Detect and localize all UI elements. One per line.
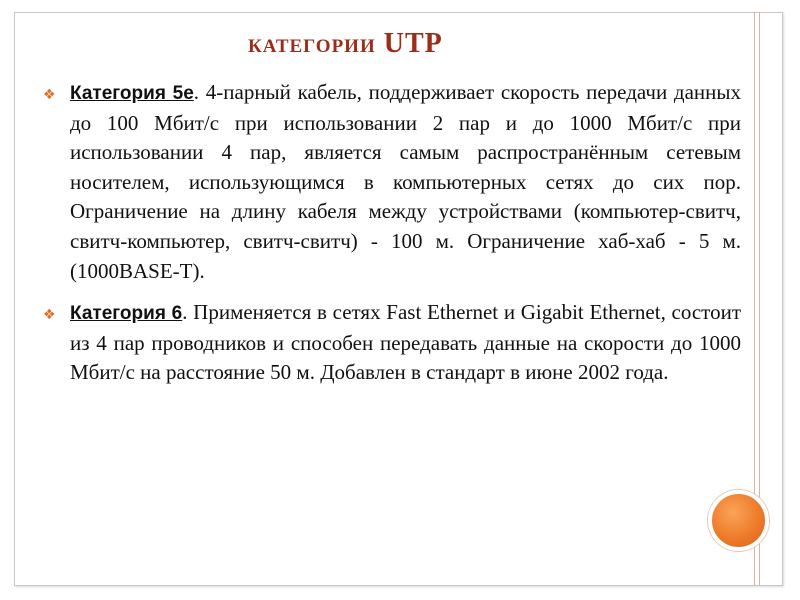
slide-title (248, 28, 443, 60)
item-term: Категория 5е (70, 83, 194, 104)
title-prefix: КАТЕГОРИИ (248, 36, 376, 57)
list-item-category-6 (43, 298, 742, 388)
diamond-bullet-icon: ❖ (43, 87, 56, 103)
diamond-bullet-icon: ❖ (43, 307, 56, 324)
title-suffix: UTP (383, 28, 443, 59)
decorative-circle-icon (708, 490, 769, 551)
item-text: . Применяется в сетях Fast Ethernet и Gigabit Ethernet, состоит из 4 пар проводников и способен передавать данные на скорости до 1000 Мбит/с на расстояние 50 м. Добавлен в стандарт в июне 2002 года. (70, 300, 742, 385)
list-item-category-5e (43, 78, 741, 286)
slide-content (43, 78, 742, 400)
item-term: Категория 6 (70, 303, 183, 325)
item-text: . 4-парный кабель, поддерживает скорость передачи данных до 100 Мбит/с при использовании 2 пар и до 1000 Мбит/с при использовании 4 пар, является самым распространённым сетевым носителем, использующимся в компьютерных сетях до сих пор. Ограничение на длину кабеля между устройствами (компьютер-свитч, свитч-компьютер, свитч-свитч) - 100 м. Ограничение хаб-хаб - 5 м. (1000BASE-T). (70, 80, 741, 283)
